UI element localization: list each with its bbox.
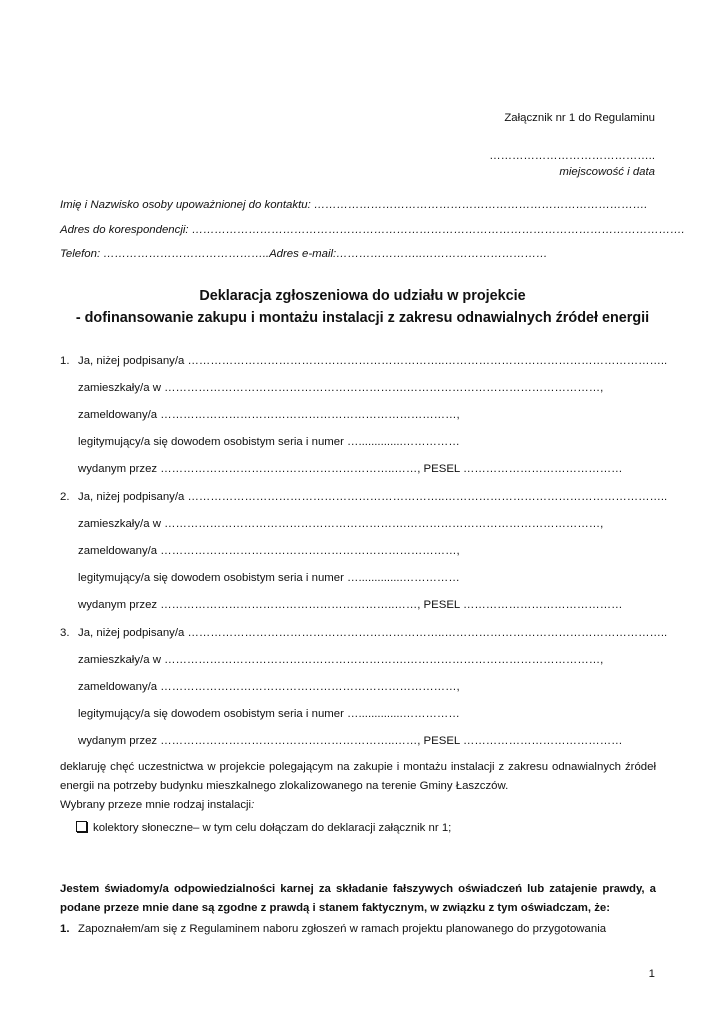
address-field[interactable]: Adres do korespondencji: ………………………………………………………………………………………………………………….: [60, 224, 685, 236]
contact-person-field[interactable]: Imię i Nazwisko osoby upoważnionej do kontaktu: …………………………………………………………………………….: [60, 199, 648, 211]
checkbox-icon[interactable]: [76, 821, 87, 832]
statement-1-text: Zapoznałem/am się z Regulaminem naboru zgłoszeń w ramach projektu planowanego do przygotowania: [78, 923, 607, 935]
person-1-number: 1.: [60, 355, 70, 367]
person-3-number: 3.: [60, 627, 70, 639]
person-2-id-field[interactable]: legitymujący/a się dowodem osobistym seria i numer …..............……………: [78, 572, 460, 584]
date-label: miejscowość i data: [559, 166, 655, 178]
installation-label-text: Wybrany przeze mnie rodzaj instalacji: [60, 799, 252, 811]
person-1-issued-pesel-field[interactable]: wydanym przez ……………………………………………………..……, PESEL ……………………………………: [78, 463, 623, 475]
person-1-resident-field[interactable]: zamieszkały/a w ……………………………………………………….……………………………………………,: [78, 382, 604, 394]
date-field[interactable]: ……………………………………..: [489, 150, 655, 162]
person-1-registered-field[interactable]: zameldowany/a ……………………………………………………………………,: [78, 409, 460, 421]
person-3-resident-field[interactable]: zamieszkały/a w ……………………………………………………….……………………………………………,: [78, 654, 604, 666]
phone-email-field[interactable]: Telefon: ……………………………………..Adres e-mail:…………………..……………………………: [60, 248, 548, 260]
person-2-number: 2.: [60, 491, 70, 503]
installation-label: [60, 799, 254, 811]
awareness-statement: Jestem świadomy/a odpowiedzialności karnej za składanie fałszywych oświadczeń lub zatajenie prawdy, a podane przeze mnie dane są zgodne z prawdą i stanem faktycznym, w związku z tym oświadczam, że:: [60, 883, 656, 914]
option-collectors-label: kolektory słoneczne– w tym celu dołączam do deklaracji załącznik nr 1;: [93, 822, 452, 834]
person-2-signed-field[interactable]: Ja, niżej podpisany/a …………………………………………………………..…………………………………………………..: [78, 491, 668, 503]
person-3-issued-pesel-field[interactable]: wydanym przez ……………………………………………………..……, PESEL ……………………………………: [78, 735, 623, 747]
person-2-issued-pesel-field[interactable]: wydanym przez ……………………………………………………..……, PESEL ……………………………………: [78, 599, 623, 611]
person-3-registered-field[interactable]: zameldowany/a ……………………………………………………………………,: [78, 681, 460, 693]
installation-label-colon: :: [251, 799, 255, 811]
page-number: 1: [648, 968, 655, 980]
person-3-signed-field[interactable]: Ja, niżej podpisany/a …………………………………………………………..…………………………………………………..: [78, 627, 668, 639]
declaration-text: deklaruję chęć uczestnictwa w projekcie polegającym na zakupie i montażu instalacji z zakresu odnawialnych źródeł energii na potrzeby budynku mieszkalnego zlokalizowanego na terenie Gminy Łaszczów.: [60, 761, 656, 792]
statement-1-number: 1.: [60, 923, 70, 935]
person-2-resident-field[interactable]: zamieszkały/a w ……………………………………………………….……………………………………………,: [78, 518, 604, 530]
document-subtitle: - dofinansowanie zakupu i montażu instalacji z zakresu odnawialnych źródeł energii: [75, 310, 650, 326]
person-3-id-field[interactable]: legitymujący/a się dowodem osobistym seria i numer …..............……………: [78, 708, 460, 720]
option-collectors[interactable]: [76, 821, 451, 834]
attachment-label: Załącznik nr 1 do Regulaminu: [504, 112, 655, 124]
document-title: Deklaracja zgłoszeniowa do udziału w projekcie: [199, 288, 526, 304]
person-1-signed-field[interactable]: Ja, niżej podpisany/a …………………………………………………………..…………………………………………………..: [78, 355, 668, 367]
person-1-id-field[interactable]: legitymujący/a się dowodem osobistym seria i numer …..............……………: [78, 436, 460, 448]
person-2-registered-field[interactable]: zameldowany/a ……………………………………………………………………,: [78, 545, 460, 557]
